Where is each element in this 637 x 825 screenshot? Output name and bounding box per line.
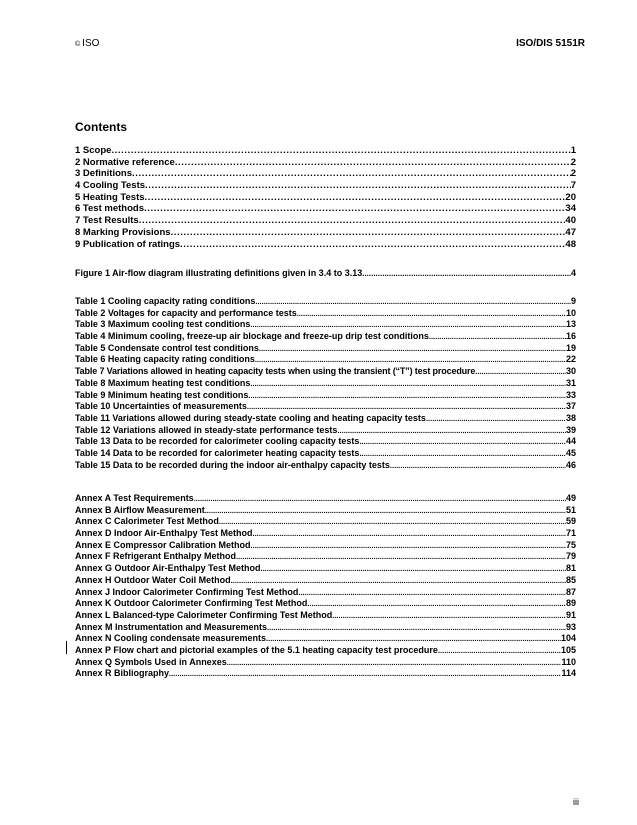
toc-table-entry[interactable] [75, 343, 576, 355]
entry-title: Figure 1 Air-flow diagram illustrating definitions given in 3.4 to 3.13 [75, 268, 363, 278]
toc-table-entry[interactable] [75, 436, 576, 448]
entry-page-number: 1 [570, 145, 576, 156]
entry-page-number: 9 [570, 296, 576, 306]
dot-leader [144, 203, 565, 214]
dot-leader [205, 506, 566, 515]
entry-title: Table 14 Data to be recorded for calorimeter heating capacity tests [75, 447, 360, 458]
toc-annex-entry[interactable] [75, 645, 576, 657]
entry-page-number: 71 [565, 528, 576, 539]
entry-page-number: 49 [565, 493, 576, 503]
entry-title: 6 Test methods [75, 203, 144, 215]
revision-change-bar [66, 641, 67, 654]
dot-leader [359, 437, 566, 446]
entry-page-number: 4 [570, 268, 576, 278]
dot-leader [255, 355, 566, 364]
toc-table-entry[interactable] [75, 319, 576, 331]
entry-page-number: 10 [565, 307, 576, 318]
dot-leader [227, 658, 562, 667]
entry-title: Table 4 Minimum cooling, freeze-up air blockage and freeze-up drip test conditions [75, 331, 429, 342]
entry-title: 3 Definitions [75, 168, 133, 180]
toc-table-entry[interactable] [75, 366, 576, 378]
entry-title: Annex D Indoor Air-Enthalpy Test Method [75, 528, 253, 539]
toc-table-entry[interactable] [75, 401, 576, 413]
entry-title: Annex G Outdoor Air-Enthalpy Test Method [75, 563, 261, 574]
entry-title: Table 10 Uncertainties of measurements [75, 401, 247, 412]
entry-title: Table 5 Condensate control test conditions [75, 342, 259, 353]
toc-annex-entry[interactable] [75, 633, 576, 645]
dot-leader [250, 320, 566, 329]
toc-section-entry[interactable] [75, 157, 576, 169]
header-copyright [75, 38, 99, 49]
dot-leader [236, 552, 566, 561]
toc-annex-entry[interactable] [75, 575, 576, 587]
page-number: iii [573, 797, 579, 807]
dot-leader [307, 599, 566, 608]
dot-leader [194, 494, 566, 503]
entry-page-number: 89 [565, 598, 576, 609]
dot-leader [111, 145, 570, 156]
entry-title: 9 Publication of ratings [75, 238, 181, 250]
contents-title: Contents [75, 120, 127, 134]
dot-leader [139, 215, 566, 226]
entry-title: Table 15 Data to be recorded during the indoor air-enthalpy capacity tests [75, 459, 390, 470]
entry-page-number: 39 [565, 424, 576, 435]
entry-page-number: 110 [561, 656, 576, 667]
entry-page-number: 31 [565, 377, 576, 388]
entry-page-number: 30 [565, 366, 576, 377]
dot-leader [332, 611, 566, 620]
toc-table-entry[interactable] [75, 460, 576, 472]
entry-page-number: 22 [565, 354, 576, 365]
toc-section-entry[interactable] [75, 168, 576, 180]
entry-title: Annex Q Symbols Used in Annexes [75, 656, 227, 667]
dot-leader [359, 449, 566, 458]
toc-annex-entry[interactable] [75, 540, 576, 552]
dot-leader [251, 541, 566, 550]
dot-leader [426, 414, 566, 423]
toc-table-entry[interactable] [75, 308, 576, 320]
dot-leader [337, 426, 566, 435]
entry-page-number: 75 [565, 539, 576, 550]
entry-page-number: 7 [570, 180, 576, 192]
toc-annex-entry[interactable] [75, 598, 576, 610]
entry-page-number: 40 [565, 215, 576, 227]
toc-table-entry[interactable] [75, 354, 576, 366]
entry-title: 5 Heating Tests [75, 191, 145, 203]
entry-title: Table 9 Minimum heating test conditions [75, 389, 249, 400]
dot-leader [362, 269, 571, 278]
dot-leader [171, 227, 566, 238]
entry-page-number: 93 [565, 621, 576, 632]
toc-annex-entry[interactable] [75, 657, 576, 669]
toc-annex-entry[interactable] [75, 505, 576, 517]
entry-title: Annex C Calorimeter Test Method [75, 516, 219, 527]
header-left-text: ISO [82, 38, 100, 49]
dot-leader [180, 239, 565, 250]
entry-title: Annex P Flow chart and pictorial examples of the 5.1 heating capacity test procedure [75, 644, 438, 655]
toc-annex-entry[interactable] [75, 528, 576, 540]
entry-page-number: 38 [565, 412, 576, 423]
entry-title: Table 1 Cooling capacity rating conditions [75, 296, 256, 306]
toc-section-entry[interactable] [75, 239, 576, 251]
dot-leader [429, 332, 566, 341]
entry-title: 2 Normative reference [75, 156, 175, 168]
toc-section-entry[interactable] [75, 203, 576, 215]
entry-page-number: 59 [565, 516, 576, 527]
entry-page-number: 34 [565, 203, 576, 215]
entry-page-number: 37 [565, 401, 576, 412]
toc-section-entry[interactable] [75, 180, 576, 192]
entry-page-number: 46 [565, 459, 576, 470]
toc-annex-entry[interactable] [75, 551, 576, 563]
toc-table-entry[interactable] [75, 378, 576, 390]
sections-list [75, 145, 576, 250]
entry-title: Annex R Bibliography [75, 668, 170, 679]
toc-section-entry[interactable] [75, 145, 576, 157]
dot-leader [219, 517, 566, 526]
entry-title: Annex N Cooling condensate measurements [75, 633, 267, 644]
entry-title: Annex K Outdoor Calorimeter Confirming Test Method [75, 598, 308, 609]
entry-title: Table 8 Maximum heating test conditions [75, 377, 251, 388]
entry-title: Table 13 Data to be recorded for calorimeter cooling capacity tests [75, 436, 360, 447]
entry-page-number: 81 [565, 563, 576, 574]
entry-title: Annex H Outdoor Water Coil Method [75, 574, 231, 585]
toc-annex-entry[interactable] [75, 587, 576, 599]
entry-title: Table 11 Variations allowed during steady-state cooling and heating capacity tests [75, 412, 426, 423]
dot-leader [390, 461, 566, 470]
entry-title: Table 6 Heating capacity rating conditions [75, 354, 255, 365]
toc-annex-entry[interactable] [75, 563, 576, 575]
dot-leader [253, 529, 566, 538]
toc-annex-entry[interactable] [75, 493, 576, 505]
toc-section-entry[interactable] [75, 192, 576, 204]
dot-leader [261, 564, 566, 573]
dot-leader [266, 634, 561, 643]
entry-page-number: 79 [565, 551, 576, 562]
entry-page-number: 104 [560, 633, 576, 644]
entry-title: Annex F Refrigerant Enthalpy Method [75, 551, 237, 562]
entry-page-number: 2 [570, 168, 576, 180]
entry-page-number: 114 [561, 668, 576, 679]
entry-page-number: 33 [565, 389, 576, 400]
dot-leader [231, 576, 566, 585]
entry-page-number: 45 [565, 447, 576, 458]
entry-page-number: 20 [565, 191, 576, 203]
entry-page-number: 19 [565, 342, 576, 353]
entry-page-number: 2 [570, 156, 576, 168]
entry-title: Annex J Indoor Calorimeter Confirming Test Method [75, 586, 299, 597]
entry-page-number: 87 [565, 586, 576, 597]
dot-leader [297, 309, 566, 318]
dot-leader [267, 623, 566, 632]
dot-leader [145, 180, 571, 191]
dot-leader [145, 192, 566, 203]
copyright-icon: © [75, 41, 81, 48]
dot-leader [247, 402, 566, 411]
toc-section-entry[interactable] [75, 227, 576, 239]
toc-annex-entry[interactable] [75, 516, 576, 528]
toc-table-entry[interactable] [75, 390, 576, 402]
toc-table-entry[interactable] [75, 448, 576, 460]
dot-leader [169, 669, 561, 678]
entry-page-number: 48 [565, 238, 576, 250]
dot-leader [250, 379, 566, 388]
entry-page-number: 51 [565, 504, 576, 515]
entry-title: Annex E Compressor Calibration Method [75, 539, 251, 550]
toc-table-entry[interactable] [75, 413, 576, 425]
toc-annex-entry[interactable] [75, 622, 576, 634]
entry-title: Annex M Instrumentation and Measurements [75, 621, 268, 632]
entry-title: Table 3 Maximum cooling test conditions [75, 319, 251, 330]
entry-page-number: 91 [565, 609, 576, 620]
toc-table-entry[interactable] [75, 331, 576, 343]
entry-page-number: 47 [565, 226, 576, 238]
entry-title: Table 2 Voltages for capacity and performance tests [75, 307, 297, 318]
dot-leader [255, 297, 571, 306]
dot-leader [248, 391, 566, 400]
dot-leader [475, 367, 566, 376]
entry-title: Annex L Balanced-type Calorimeter Confirming Test Method [75, 609, 333, 620]
entry-title: Table 12 Variations allowed in steady-state performance tests [75, 424, 338, 435]
entry-page-number: 105 [560, 644, 576, 655]
entry-title: Annex B Airflow Measurement [75, 504, 205, 515]
entry-title: 8 Marking Provisions [75, 226, 171, 238]
entry-title: 4 Cooling Tests [75, 180, 146, 192]
toc-annex-entry[interactable] [75, 610, 576, 622]
entry-page-number: 44 [565, 436, 576, 447]
dot-leader [259, 344, 566, 353]
entry-page-number: 85 [565, 574, 576, 585]
document-id: ISO/DIS 5151R [516, 38, 585, 49]
figures-list [75, 268, 576, 280]
entry-page-number: 13 [565, 319, 576, 330]
toc-table-entry[interactable] [75, 296, 576, 308]
tables-list [75, 296, 576, 471]
toc-section-entry[interactable] [75, 215, 576, 227]
entry-title: 7 Test Results [75, 215, 139, 227]
dot-leader [298, 588, 566, 597]
entry-title: Annex A Test Requirements [75, 493, 194, 503]
toc-table-entry[interactable] [75, 425, 576, 437]
dot-leader [132, 168, 571, 179]
annexes-list [75, 493, 576, 680]
dot-leader [438, 646, 561, 655]
dot-leader [175, 157, 571, 168]
entry-title: 1 Scope [75, 145, 112, 156]
toc-figure-entry[interactable] [75, 268, 576, 280]
entry-page-number: 16 [565, 331, 576, 342]
toc-annex-entry[interactable] [75, 668, 576, 680]
entry-title: Table 7 Variations allowed in heating capacity tests when using the transient (“T”) test procedure [75, 366, 476, 377]
